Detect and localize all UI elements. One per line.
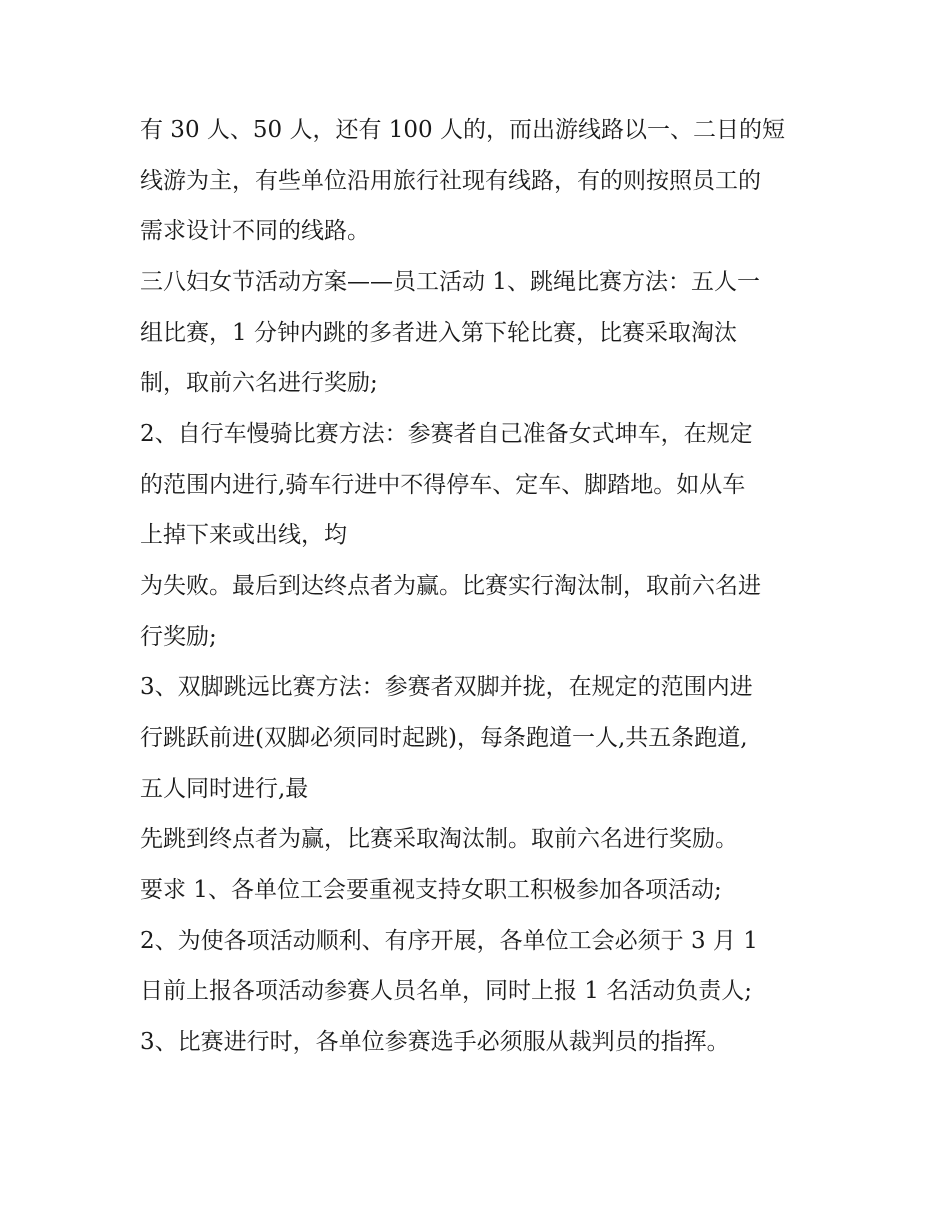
text-line: 制，取前六名进行奖励; — [140, 370, 378, 396]
text-line: 组比赛，1 分钟内跳的多者进入第下轮比赛，比赛采取淘汰 — [140, 320, 737, 346]
text-line: 五人同时进行,最 — [140, 776, 309, 802]
text-line: 先跳到终点者为赢，比赛采取淘汰制。取前六名进行奖励。 — [140, 826, 738, 852]
text-line: 3、比赛进行时，各单位参赛选手必须服从裁判员的指挥。 — [140, 1029, 730, 1055]
text-line: 有 30 人、50 人，还有 100 人的，而出游线路以一、二日的短 — [140, 117, 785, 143]
text-line: 需求设计不同的线路。 — [140, 218, 370, 244]
text-line: 的范围内进行,骑车行进中不得停车、定车、脚踏地。如从车 — [140, 472, 746, 498]
text-line: 为失败。最后到达终点者为赢。比赛实行淘汰制，取前六名进 — [140, 573, 761, 599]
text-line: 2、为使各项活动顺利、有序开展，各单位工会必须于 3 月 1 — [140, 928, 758, 954]
text-line: 要求 1、各单位工会要重视支持女职工积极参加各项活动; — [140, 877, 722, 903]
text-line: 行跳跃前进(双脚必须同时起跳)，每条跑道一人,共五条跑道, — [140, 725, 748, 751]
text-line: 三八妇女节活动方案——员工活动 1、跳绳比赛方法：五人一 — [140, 269, 760, 295]
text-line: 行奖励; — [140, 624, 217, 650]
text-line: 线游为主，有些单位沿用旅行社现有线路，有的则按照员工的 — [140, 168, 761, 194]
text-line: 日前上报各项活动参赛人员名单，同时上报 1 名活动负责人; — [140, 978, 753, 1004]
text-line: 2、自行车慢骑比赛方法：参赛者自己准备女式坤车，在规定 — [140, 421, 753, 447]
text-line: 3、双脚跳远比赛方法：参赛者双脚并拢，在规定的范围内进 — [140, 674, 753, 700]
text-line: 上掉下来或出线，均 — [140, 522, 347, 548]
